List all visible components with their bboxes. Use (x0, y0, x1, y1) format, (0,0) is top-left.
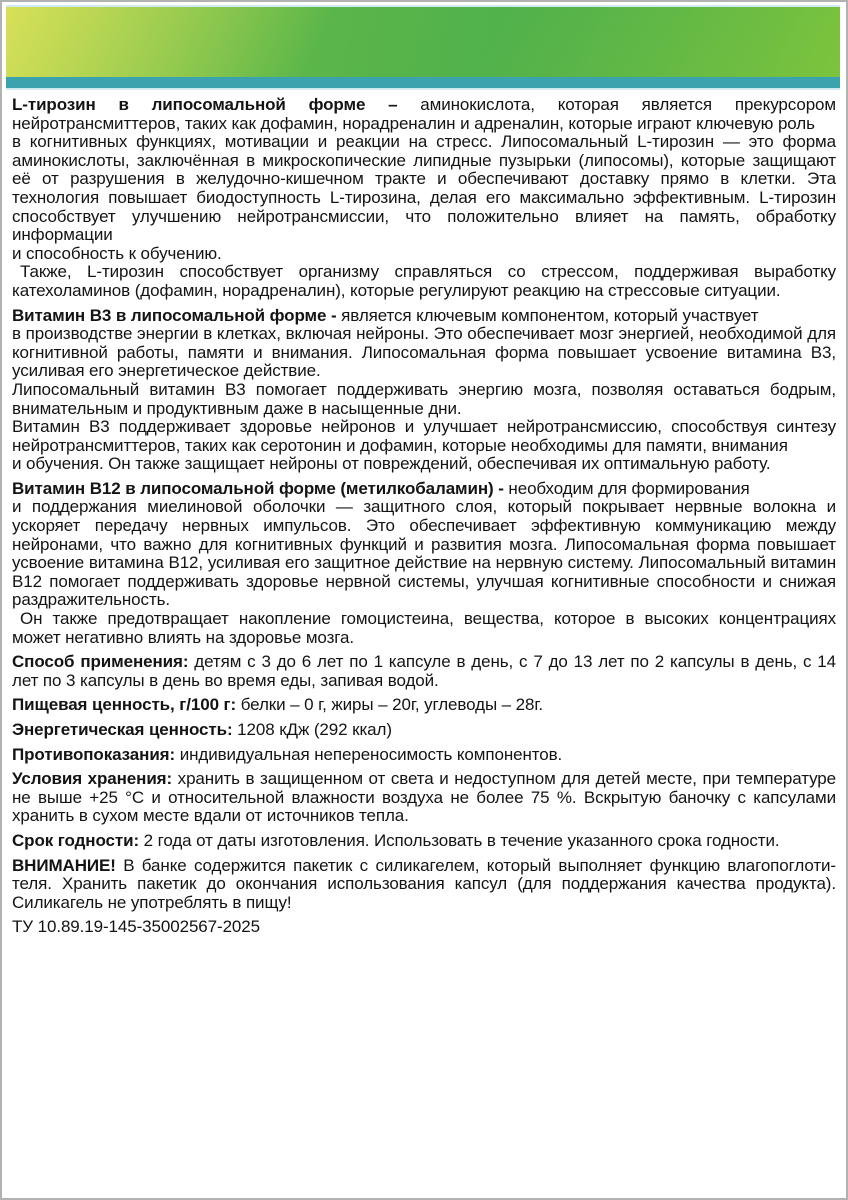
tu-number: ТУ 10.89.19-145-35002567-2025 (12, 917, 260, 937)
header-banner (6, 5, 840, 90)
paragraph-lead: Срок годности: (12, 830, 144, 850)
label-text (2, 90, 846, 937)
vitamin-b12-intro: Витамин В12 в липосомальной форме (метилкобаламин) - необходим для формирования и поддержания миелиновой оболочки — защитного слоя, который покрывает нервные волокна и ускоряет передачу нервных импульсов. Это обеспечивает эффективную коммуникацию между нейронами, что важно для когнитивных функций и развития мозга. Липосомальная форма повышает усвоение витамина В12, усиливая его защитное действие на нервную систему. Липосомальный витамин В12 помогает поддерживать здоровье нервной системы, улучшая когнитивные способности и снижая раздражительность. (12, 478, 836, 610)
nutrition-value: Пищевая ценность, г/100 г: белки – 0 г, жиры – 20г, углеводы – 28г. (12, 695, 544, 715)
paragraph-lead: ВНИМАНИЕ! (12, 855, 124, 875)
paragraph-lead: Энергетическая ценность: (12, 720, 238, 739)
vitamin-b3-intro: Витамин В3 в липосомальной форме - является ключевым компонентом, который участвует в производстве энергии в клетках, включая нейроны. Это обеспечивает мозг энергией, необходимой для когнитивной работы, памяти и внимания. Липосомальная форма повышает усвоение витамина В3, усиливая его энергетическое действие. (12, 305, 836, 381)
paragraph-lead: Условия хранения: (12, 769, 178, 789)
vitamin-b3-energy: Липосомальный витамин В3 помогает поддерживать энергию мозга, позволяя оставаться бодрым, внимательным и продуктивным даже в насыщенные дни. (12, 379, 836, 418)
usage-directions: Способ применения: детям с 3 до 6 лет по 1 капсуле в день, с 7 до 13 лет по 2 капсулы в день, с 14 лет по 3 капсулы в день во время еды, запивая водой. (12, 652, 837, 690)
l-tyrosine-stress: Также, L-тирозин способствует организму справляться со стрессом, поддерживая выработку катехоламинов (дофамин, норадреналин), которые регулируют реакцию на стрессовые ситуации. (12, 262, 836, 300)
paragraph-lead: Пищевая ценность, г/100 г: (12, 695, 241, 715)
energy-value: Энергетическая ценность: 1208 кДж (292 ккал) (12, 720, 392, 739)
banner-gradient (6, 7, 840, 77)
storage-conditions: Условия хранения: хранить в защищенном от света и недоступном для детей месте, при температуре не выше +25 °С и относительной влажности воздуха не более 75 %. Вскрытую баночку с капсулами хранить в сухом месте вдали от источников тепла. (12, 769, 836, 826)
paragraph-lead: Витамин В12 в липосомальной форме (метилкобаламин) - (12, 478, 509, 498)
l-tyrosine-intro: L-тирозин в липосомальной форме – аминокислота, которая является прекурсором нейротрансмиттеров, таких как дофамин, норадреналин и адреналин, которые играют ключевую роль в когнитивных функциях, мотивации и реакции на стресс. Липосомальный L-тирозин — это форма аминокислоты, заключённая в микроскопические липидные пузырьки (липосомы), которые защищают её от разрушения в желудочно-кишечном тракте и обеспечивают доставку прямо в клетки. Эта технология повышает биодоступность L-тирозина, делая его максимально эффективным. L-тирозин способствует улучшению нейротрансмиссии, что положительно влияет на память, обработку информации и способность к обучению. (12, 95, 836, 263)
vitamin-b12-homocysteine: Он также предотвращает накопление гомоцистеина, вещества, которое в высоких концентрациях может негативно влиять на здоровье мозга. (12, 609, 836, 647)
paragraph-lead: Витамин В3 в липосомальной форме - (12, 305, 342, 325)
contraindications: Противопоказания: индивидуальная непереносимость компонентов. (12, 744, 563, 764)
vitamin-b3-neurons: Витамин В3 поддерживает здоровье нейронов и улучшает нейротрансмиссию, способствуя синтезу нейротрансмиттеров, таких как серотонин и дофамин, которые необходимы для памяти, внимания и обучения. Он также защищает нейроны от повреждений, обеспечивая их оптимальную работу. (12, 417, 836, 474)
paragraph-lead: Противопоказания: (12, 744, 180, 764)
warning: ВНИМАНИЕ! В банке содержится пакетик с силикагелем, который выполняет функцию влагопоглоти-теля. Хранить пакетик до окончания использования капсул (для поддержания качества продукта). Силикагель не употреблять в пищу! (12, 855, 836, 912)
shelf-life: Срок годности: 2 года от даты изготовления. Использовать в течение указанного срока годности. (12, 830, 780, 850)
paragraph-lead: L-тирозин в липосомальной форме – (12, 95, 421, 114)
banner-teal-stripe (6, 77, 840, 88)
paragraph-lead: Способ применения: (12, 652, 195, 672)
